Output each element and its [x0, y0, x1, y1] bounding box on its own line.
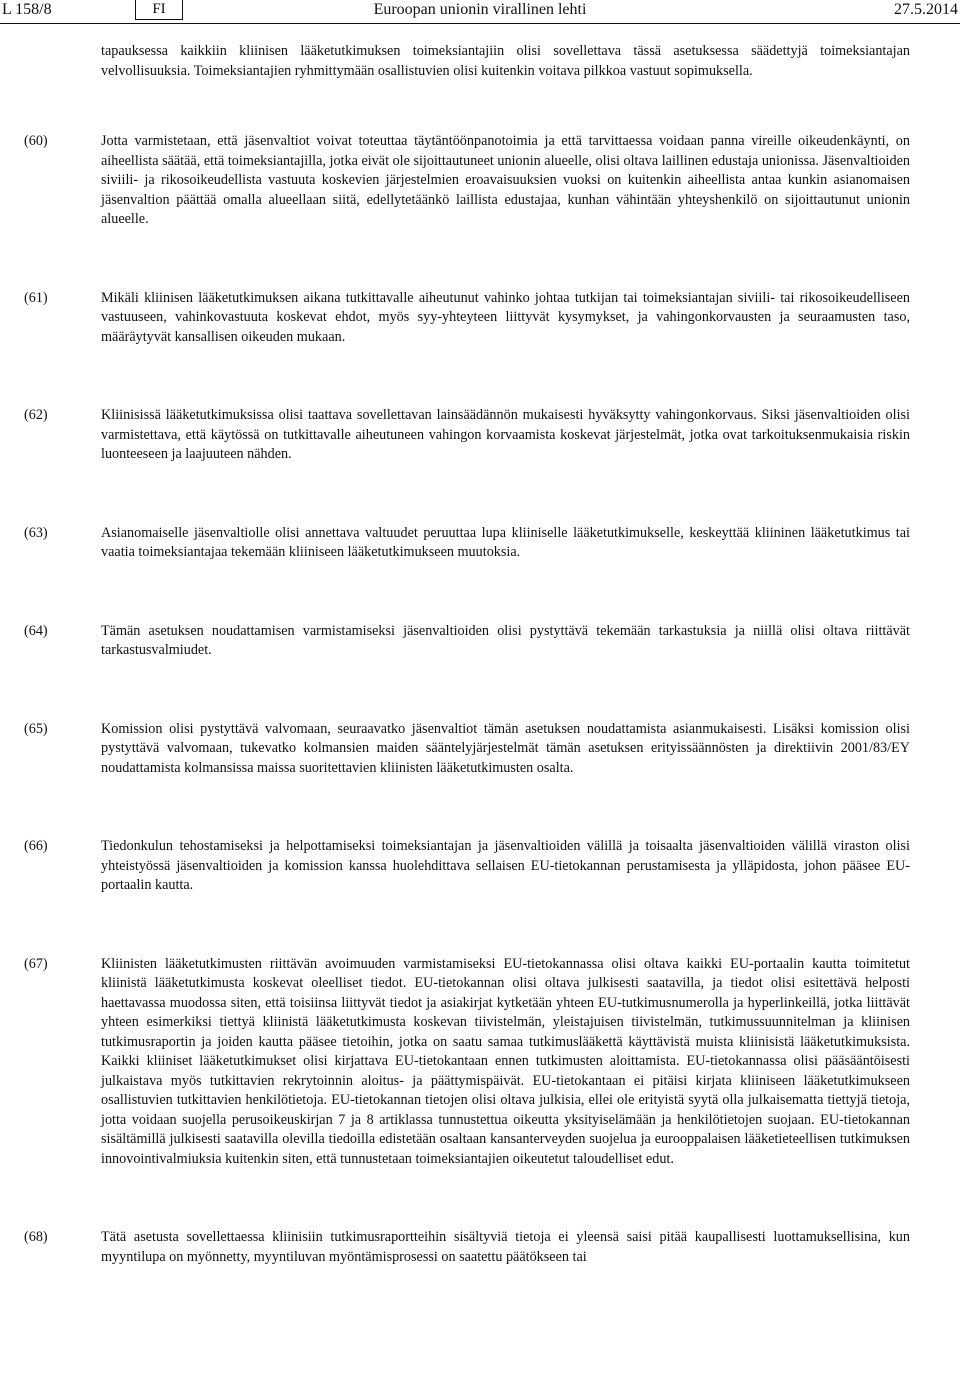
recital-text: Tätä asetusta sovellettaessa kliinisiin tutkimusraportteihin sisältyviä tietoja ei yleensä saisi pitää kaupallisesti luottamuksellisina, kun myyntilupa on myönnetty, myyntiluvan myöntämisprosessi on saatettu päätökseen tai: [101, 1229, 910, 1265]
page-reference: L 158/8: [2, 1, 52, 18]
recital-64: [0, 622, 960, 661]
recital-68: [0, 1228, 960, 1267]
publication-date: 27.5.2014: [894, 1, 958, 18]
continuation-paragraph: tapauksessa kaikkiin kliinisen lääketutkimuksen toimeksiantajiin olisi sovellettava tässä asetuksessa säädettyjä toimeksiantajan velvollisuuksia. Toimeksiantajien ryhmittymään osallistuvien olisi kuitenkin voitava pilkkoa vastuut sopimuksella.: [101, 43, 910, 79]
recital-number: (65): [24, 720, 48, 737]
recital-text: Asianomaiselle jäsenvaltiolle olisi annettava valtuudet peruuttaa lupa kliiniselle lääketutkimukselle, keskeyttää kliininen lääketutkimus tai vaatia toimeksiantajaa tekemään kliiniseen lääketutkimukseen muutoksia.: [101, 524, 910, 560]
recital-text: Mikäli kliinisen lääketutkimuksen aikana tutkittavalle aiheutunut vahinko johtaa tutkijan tai toimeksiantajan siviili- tai rikosoikeudelliseen vastuuseen, vahinkovastuuta koskevat ehdot, myös syy-yhteyteen liittyvät kysymykset, ja vahingonkorvausten ja seuraamusten taso, määräytyvät kansallisen oikeuden mukaan.: [101, 289, 910, 345]
recital-number: (62): [24, 407, 48, 423]
recital-number: (60): [24, 133, 48, 149]
recital-number: (66): [24, 838, 48, 854]
recital-66: [0, 837, 960, 896]
recital-67: [0, 955, 960, 1170]
recital-text: Jotta varmistetaan, että jäsenvaltiot voivat toteuttaa täytäntöönpanotoimia ja että tarvittaessa voidaan panna vireille oikeudenkäynti, on aiheellista säätää, että toimeksiantajilla, jotka eivät ole sijoittautuneet unionin alueelle, olisi oltava laillinen edustaja unionissa. Jäsenvaltioiden siviili- ja rikosoikeudellista vastuuta koskevien järjestelmien eroavaisuuksien vuoksi on kuitenkin aiheellista antaa kunkin asianomaisen jäsenvaltion päättää omalla alueellaan siitä, edellytetäänkö laillista edustajaa, kunhan vähintään yhteyshenkilö on sijoittautunut unionin alueelle.: [101, 133, 910, 227]
recital-62: [0, 406, 960, 465]
recital-number: (61): [24, 289, 48, 306]
language-code-box: FI: [135, 0, 183, 20]
recital-number: (68): [24, 1229, 48, 1245]
recital-number: (63): [24, 524, 48, 541]
recital-text: Kliinisten lääketutkimusten riittävän avoimuuden varmistamiseksi EU-tietokannassa olisi oltava kaikki EU-portaalin kautta toimitetut kliinistä lääketutkimusta koskevat oleelliset tiedot. EU-tietokannan olisi oltava julkisesti saatavilla, ja tiedot olisi esitettävä helposti haettavassa muodossa siten, että toisiinsa liittyvät tiedot ja asiakirjat kytketään yhteen EU-tutkimusnumerolla ja hyperlinkeillä, jotka liittävät yhteen esimerkiksi tiettyä kliinistä lääketutkimusta koskevan tiivistelmän, yleistajuisen tiivistelmän, tutkimussuunnitelman ja kliinisen tutkimusraportin ja joiden kautta pääsee tietoihin, jotka on saatu samaa tutkimuslääkettä käyttävistä muista kliinisistä lääketutkimuksista. Kaikki kliiniset lääketutkimukset olisi kirjattava EU-tietokantaan ennen tutkimusten aloittamista. EU-tietokannassa olisi pääsääntöisesti julkaistava myös tutkittavien rekrytoinnin aloitus- ja päättymispäivät. EU-tietokantaan ei pitäisi kirjata kliiniseen lääketutkimukseen osallistuvien tutkittavien henkilötietoja. EU-tietokannan tietojen olisi oltava julkisia, ellei ole erityistä syytä olla julkaisematta tiettyjä tietoja, jotta voidaan suojella perusoikeuskirjan 7 ja 8 artiklassa tunnustettua oikeutta yksityiselämään ja henkilötietojen suojaan. EU-tietokannan sisältämillä julkisesti saatavilla olevilla tiedoilla edistetään osaltaan kansanterveyden suojelua ja eurooppalaisen lääketieteellisen tutkimuksen innovointivalmiuksia kuitenkin siten, että tunnustetaan toimeksiantajien oikeutetut taloudelliset edut.: [101, 955, 910, 1167]
recital-text: Kliinisissä lääketutkimuksissa olisi taattava sovellettavan lainsäädännön mukaisesti hyväksytty vahingonkorvaus. Siksi jäsenvaltioiden olisi varmistettava, että käytössä on tutkittavalle aiheutuneen vahingon korvaamista koskevat järjestelmät, jotka ovat tarkoituksenmukaisia riskin luonteeseen ja laajuuteen nähden.: [101, 407, 910, 462]
recital-60: [0, 132, 960, 230]
page-header: [0, 0, 960, 22]
recital-number: (64): [24, 622, 48, 639]
recital-63: [0, 524, 960, 563]
journal-title: Euroopan unionin virallinen lehti: [373, 1, 587, 18]
recital-text: Tämän asetuksen noudattamisen varmistamiseksi jäsenvaltioiden olisi pystyttävä tekemään tarkastuksia ja niillä olisi oltava riittävät tarkastusvalmiudet.: [101, 622, 910, 658]
recital-65: [0, 720, 960, 779]
recital-text: Komission olisi pystyttävä valvomaan, seuraavatko jäsenvaltiot tämän asetuksen noudattamista asianmukaisesti. Lisäksi komission olisi pystyttävä valvomaan, tukevatko kolmansien maiden sääntelyjärjestelmät tämän asetuksen erityissäännösten ja direktiivin 2001/83/EY noudattamista kolmansissa maissa suoritettavien kliinisten lääketutkimusten osalta.: [101, 720, 910, 776]
recital-61: [0, 289, 960, 348]
recital-text: Tiedonkulun tehostamiseksi ja helpottamiseksi toimeksiantajan ja jäsenvaltioiden välillä ja toisaalta jäsenvaltioiden välillä viraston olisi yhteistyössä jäsenvaltioiden ja komission kanssa huolehdittava sellaisen EU-tietokannan perustamisesta ja ylläpidosta, johon pääsee EU-portaalin kautta.: [101, 838, 910, 893]
document-body: [0, 42, 960, 1267]
recital-number: (67): [24, 955, 48, 972]
header-divider: [0, 23, 960, 24]
